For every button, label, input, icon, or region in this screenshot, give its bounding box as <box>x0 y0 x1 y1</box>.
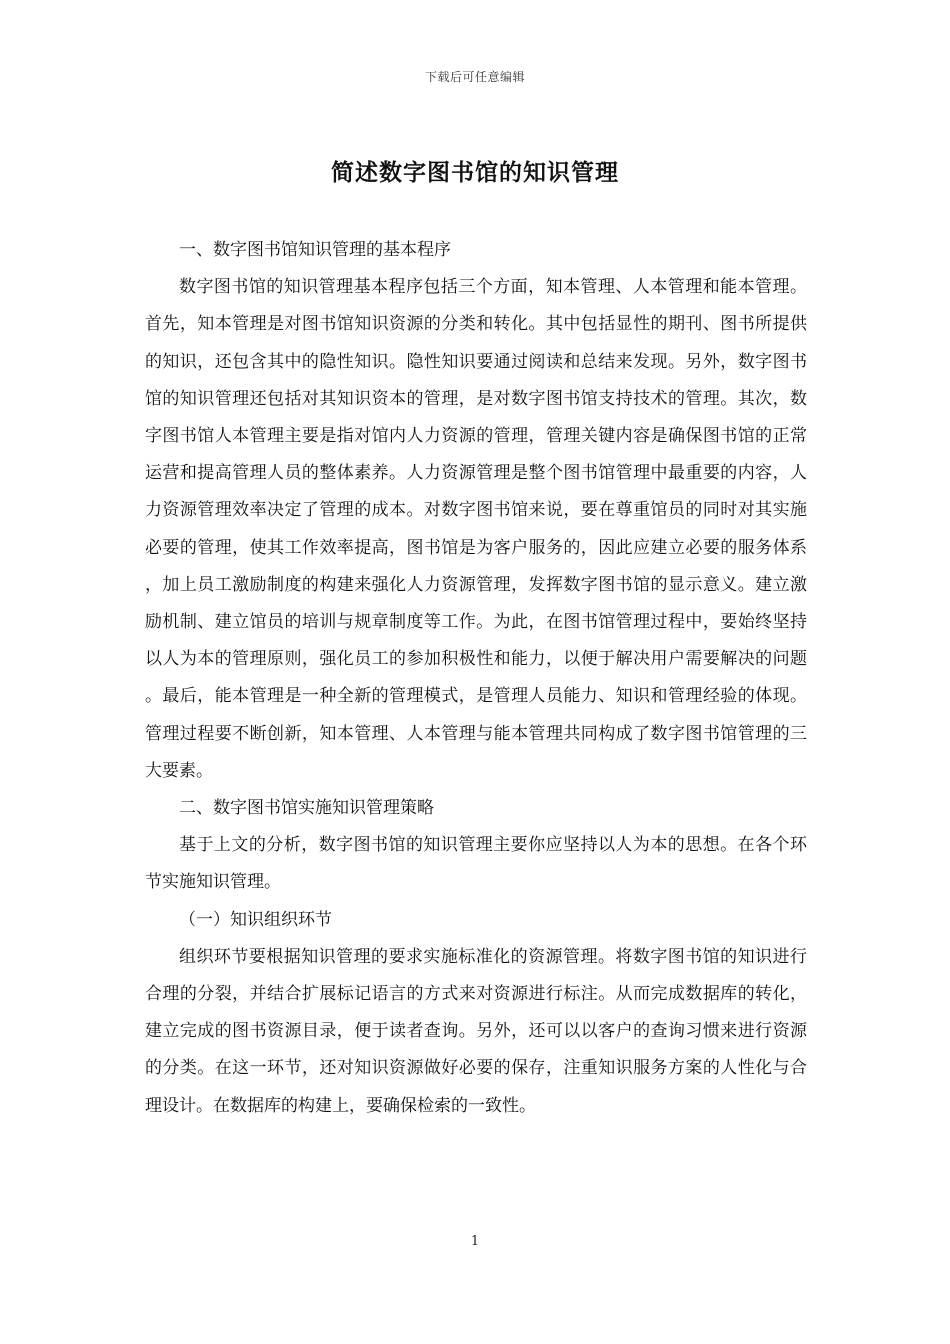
subsection-heading: （一）知识组织环节 <box>179 909 332 930</box>
section-heading-2: 二、数字图书馆实施知识管理策略 <box>179 798 434 819</box>
document-body <box>145 232 807 1125</box>
page-number: 1 <box>470 1234 480 1249</box>
document-title: 简述数字图书馆的知识管理 <box>331 159 619 186</box>
body-paragraph: 数字图书馆的知识管理基本程序包括三个方面，知本管理、人本管理和能本管理。首先，知本管理是对图书馆知识资源的分类和转化。其中包括显性的期刊、图书所提供的知识，还包含其中的隐性知识。隐性知识要通过阅读和总结来发现。另外，数字图书馆的知识管理还包括对其知识资本的管理，是对数字图书馆支持技术的管理。其次，数字图书馆人本管理主要是指对馆内人力资源的管理，管理关键内容是确保图书馆的正常运营和提高管理人员的整体素养。人力资源管理是整个图书馆管理中最重要的内容，人力资源管理效率决定了管理的成本。对数字图书馆来说，要在尊重馆员的同时对其实施必要的管理，使其工作效率提高，图书馆是为客户服务的，因此应建立必要的服务体系，加上员工激励制度的构建来强化人力资源管理，发挥数字图书馆的显示意义。建立激励机制、建立馆员的培训与规章制度等工作。为此，在图书馆管理过程中，要始终坚持以人为本的管理原则，强化员工的参加积极性和能力，以便于解决用户需要解决的问题。最后，能本管理是一种全新的管理模式，是管理人员能力、知识和管理经验的体现。管理过程要不断创新，知本管理、人本管理与能本管理共同构成了数字图书馆管理的三大要素。 <box>145 277 807 781</box>
body-paragraph: 组织环节要根据知识管理的要求实施标准化的资源管理。将数字图书馆的知识进行合理的分裂，并结合扩展标记语言的方式来对资源进行标注。从而完成数据库的转化，建立完成的图书资源目录，便于读者查询。另外，还可以以客户的查询习惯来进行资源的分类。在这一环节，还对知识资源做好必要的保存，注重知识服务方案的人性化与合理设计。在数据库的构建上，要确保检索的一致性。 <box>145 946 807 1116</box>
body-paragraph: 基于上文的分析，数字图书馆的知识管理主要你应坚持以人为本的思想。在各个环节实施知识管理。 <box>145 835 807 893</box>
page-header: 下载后可任意编辑 <box>424 70 525 84</box>
section-heading-1: 一、数字图书馆知识管理的基本程序 <box>179 240 451 260</box>
